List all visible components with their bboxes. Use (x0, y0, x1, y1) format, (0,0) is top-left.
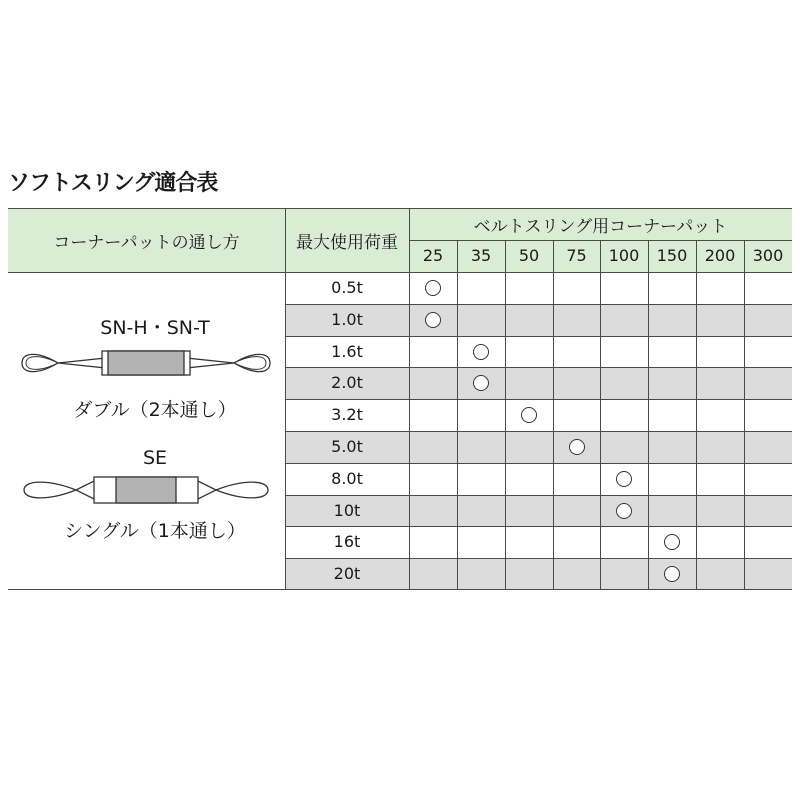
double-sling-illustration (18, 346, 274, 380)
pad-size-header-150: 150 (656, 246, 688, 265)
row-rule (285, 495, 792, 496)
row-rule (285, 367, 792, 368)
load-cell: 0.5t (331, 278, 363, 297)
load-cell: 5.0t (331, 437, 363, 456)
header-bottom-rule (8, 272, 792, 273)
sling-caption-single: シングル（1本通し） (64, 520, 246, 542)
row-rule (285, 431, 792, 432)
pad-group-header: ベルトスリング用コーナーパット (473, 217, 728, 237)
fit-mark-circle (425, 312, 441, 328)
sling-model-double: SN-H・SN-T (100, 317, 210, 339)
sling-model-single: SE (142, 447, 168, 469)
fit-mark-circle (425, 280, 441, 296)
method-header: コーナーパットの通し方 (53, 233, 240, 253)
fit-mark-circle (521, 407, 537, 423)
load-cell: 1.6t (331, 341, 363, 361)
load-cell: 20t (333, 564, 361, 584)
table-bottom-rule (8, 589, 792, 590)
max-load-header: 最大使用荷重 (296, 233, 398, 253)
row-rule (285, 399, 792, 400)
single-sling-illustration (18, 473, 274, 507)
pad-column-rule (505, 240, 506, 590)
pad-size-header-50: 50 (518, 246, 540, 265)
sling-caption-double: ダブル（2本通し） (73, 399, 237, 421)
load-cell: 10t (333, 500, 361, 520)
load-cell: 16t (333, 532, 361, 552)
fit-mark-circle (664, 566, 680, 582)
load-cell: 1.0t (331, 309, 363, 329)
pad-column-rule (648, 240, 649, 590)
pad-size-header-300: 300 (752, 246, 784, 265)
pad-column-rule (696, 240, 697, 590)
pad-size-header-25: 25 (422, 246, 444, 265)
fit-mark-circle (569, 439, 585, 455)
pad-size-header-35: 35 (470, 246, 492, 265)
table-title: ソフトスリング適合表 (8, 171, 218, 196)
pad-size-header-100: 100 (608, 246, 640, 265)
fit-mark-circle (616, 471, 632, 487)
row-rule (285, 336, 792, 337)
row-rule (285, 463, 792, 464)
row-rule (285, 304, 792, 305)
pad-size-header-200: 200 (704, 246, 736, 265)
pad-column-rule (553, 240, 554, 590)
load-cell: 2.0t (331, 373, 363, 393)
load-cell: 3.2t (331, 405, 363, 425)
table-top-rule (8, 208, 792, 209)
pad-column-rule (600, 240, 601, 590)
pad-column-rule (457, 240, 458, 590)
pad-column-rule (744, 240, 745, 590)
fit-mark-circle (664, 534, 680, 550)
fit-mark-circle (473, 344, 489, 360)
row-rule (285, 526, 792, 527)
fit-mark-circle (616, 503, 632, 519)
load-cell: 8.0t (331, 468, 363, 488)
row-rule (285, 558, 792, 559)
pad-size-header-75: 75 (566, 246, 587, 265)
